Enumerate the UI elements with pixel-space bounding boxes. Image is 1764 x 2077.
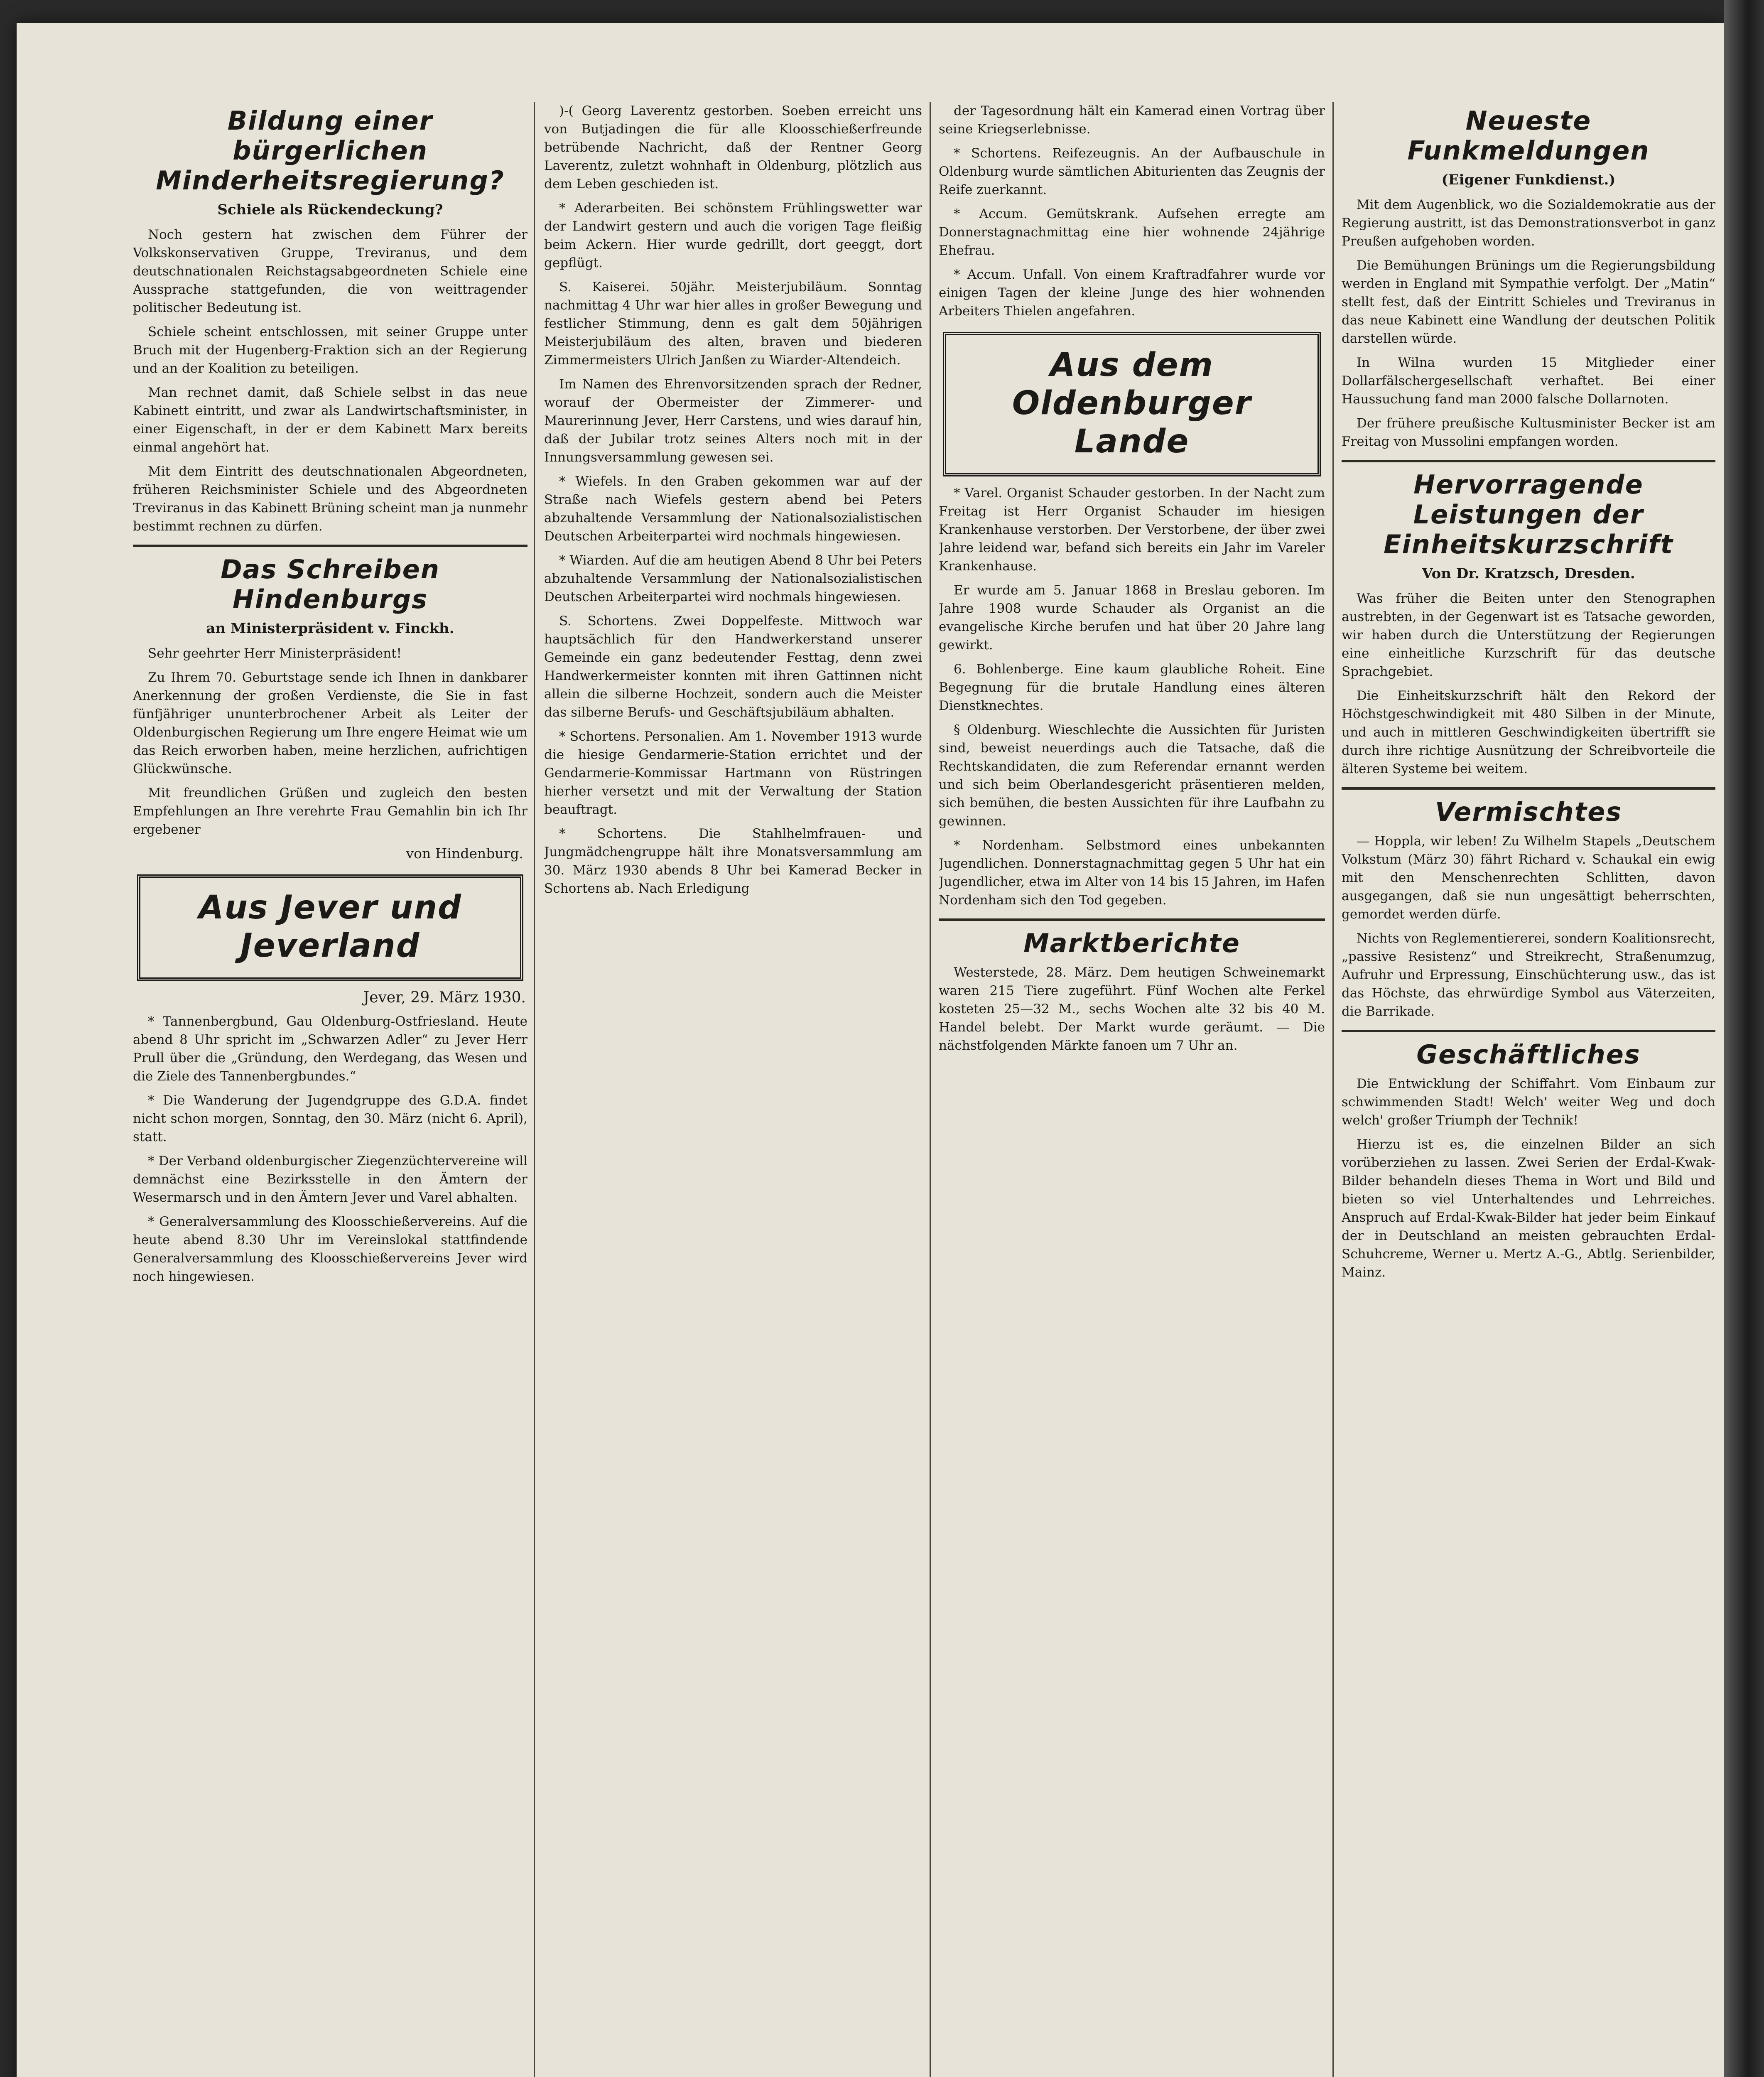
paragraph: * Nordenham. Selbstmord eines unbekannten Jugendlichen. Donnerstagnachmittag gegen 5 Uhr hat ein Jugendlicher, etwa im Alter von 14 bis 15 Jahren, im Hafen Nordenham sich den Tod gegeben. [939,838,1325,908]
paragraph: der Tagesordnung hält ein Kamerad einen Vortrag über seine Kriegserlebnisse. [939,103,1325,137]
paragraph: Was früher die Beiten unter den Stenographen austrebten, in der Gegenwart ist es Tatsache geworden, wir haben durch die Unterstützung der Regierungen eine einheitliche Kurzschrift für das deutsche Sprachgebiet. [1342,591,1715,679]
paragraph: Mit dem Eintritt des deutschnationalen Abgeordneten, früheren Reichsminister Schiele und des Abgeordneten Treviranus in das Kabinett Brüning scheint man ja nunmehr bestimmt rechnen zu dürfen. [133,464,527,534]
paragraph: * Die Wanderung der Jugendgruppe des G.D.A. findet nicht schon morgen, Sonntag, den 30. März (nicht 6. April), statt. [133,1093,527,1144]
section-divider [1342,787,1715,790]
paragraph: 6. Bohlenberge. Eine kaum glaubliche Roheit. Eine Begegnung für die brutale Handlung eines älteren Dienstknechtes. [939,662,1325,713]
paragraph: * Der Verband oldenburgischer Ziegenzüchtervereine will demnächst eine Bezirksstelle in den Ämtern der Wesermarsch und in den Ämtern Jever und Varel abhalten. [133,1154,527,1205]
paragraph: — Hoppla, wir leben! Zu Wilhelm Stapels „Deutschem Volkstum (März 30) fährt Richard v. Schaukal ein ewig mit den Menschenrechten Schlitten, davon ausgegangen, daß sie nun ungesättigt beherrschten, gemordet werden dürfe. [1342,834,1715,922]
paragraph: Nichts von Reglementiererei, sondern Koalitionsrecht, „passive Resistenz“ und Streikrecht, Straßenumzug, Aufruhr und Erpressung, Einschüchterung usw., das ist das Höchste, das ehrwürdige Symbol aus Väterzeiten, die Barrikade. [1342,931,1715,1019]
column-2 [544,102,922,2077]
paragraph: * Generalversammlung des Kloosschießervereins. Auf die heute abend 8.30 Uhr im Vereinslokal stattfindende Generalversammlung des Kloosschießervereins Jever wird noch hingewiesen. [133,1214,527,1284]
paragraph: Hierzu ist es, die einzelnen Bilder an sich vorüberziehen zu lassen. Zwei Serien der Erdal-Kwak-Bilder behandeln dieses Thema in Wort und Bild und bieten so viel Unterhaltendes und Lehrreiches. Anspruch auf Erdal-Kwak-Bilder hat jeder beim Einkauf der in Deutschland an meisten gebrauchten Erdal-Schuhcreme, Werner u. Mertz A.-G., Abtlg. Serienbilder, Mainz. [1342,1137,1715,1280]
column-3 [939,102,1325,2077]
paragraph: * Tannenbergbund, Gau Oldenburg-Ostfriesland. Heute abend 8 Uhr spricht im „Schwarzen Adler“ zu Jever Herr Prull über die „Gründung, den Werdegang, das Wesen und die Ziele des Tannenbergbundes.“ [133,1014,527,1084]
paragraph: Er wurde am 5. Januar 1868 in Breslau geboren. Im Jahre 1908 wurde Schauder als Organist an die evangelische Kirche berufen und hat über 20 Jahre lang gewirkt. [939,583,1325,653]
section-header-box [943,332,1321,476]
paragraph: Man rechnet damit, daß Schiele selbst in das neue Kabinett eintritt, und zwar als Landwirtschaftsminister, in einer Eigenschaft, in der er dem Kabinett Marx bereits einmal angehört hat. [133,385,527,455]
section-header-box [137,874,523,981]
paragraph: Mit dem Augenblick, wo die Sozialdemokratie aus der Regierung austritt, ist das Demonstrationsverbot in ganz Preußen aufgehoben worden. [1342,197,1715,249]
paragraph: § Oldenburg. Wieschlechte die Aussichten für Juristen sind, beweist neuerdings auch die Tatsache, daß die Rechtskandidaten, die zum Referendar ernannt werden und sich beim Oberlandesgericht präsentieren melden, sich bemühen, die besten Aussichten für ihre Laufbahn zu gewinnen. [939,722,1325,829]
article-title: Das Schreiben Hindenburgs [221,554,440,614]
article-subtitle: an Ministerpräsident v. Finckh. [206,620,454,637]
paragraph: * Schortens. Die Stahlhelmfrauen- und Jungmädchengruppe hält ihre Monatsversammlung am 30. März 1930 abends 8 Uhr bei Kamerad Becker in Schortens ab. Nach Erledigung [544,826,922,896]
paragraph: Schiele scheint entschlossen, mit seiner Gruppe unter Bruch mit der Hugenberg-Fraktion sich an der Regierung und an der Koalition zu beteiligen. [133,324,527,376]
paragraph: Im Namen des Ehrenvorsitzenden sprach der Redner, worauf der Obermeister der Zimmerer- und Maurerinnung Jever, Herr Carstens, und wies darauf hin, daß der Jubilar trotz seines Alters noch mit in der Innungsversammlung gewesen sei. [544,377,922,465]
paragraph: Westerstede, 28. März. Dem heutigen Schweinemarkt waren 215 Tiere zugeführt. Fünf Wochen alte Ferkel kosteten 25—32 M., sechs Wochen alte 32 bis 40 M. Handel belebt. Der Markt wurde geräumt. — Die nächstfolgenden Märkte fanoen um 7 Uhr an. [939,965,1325,1053]
paragraph: * Accum. Gemütskrank. Aufsehen erregte am Donnerstagnachmittag eine hier wohnende 24jährige Ehefrau. [939,206,1325,258]
article-subtitle: Schiele als Rückendeckung? [217,201,443,218]
column-rule [534,102,535,2077]
paragraph: * Wiefels. In den Graben gekommen war auf der Straße nach Wiefels gestern abend bei Peters abzuhaltende Versammlung der Nationalsozialistischen Deutschen Arbeiterpartei wird nochmals hingewiesen. [544,474,922,544]
paragraph: * Varel. Organist Schauder gestorben. In der Nacht zum Freitag ist Herr Organist Schauder im hiesigen Krankenhause verstorben. Der Verstorbene, der über zwei Jahre leidend war, befand sich bereits ein Jahr im Vareler Krankenhause. [939,486,1325,574]
paragraph: Die Bemühungen Brünings um die Regierungsbildung werden in England mit Sympathie verfolgt. Der „Matin“ stellt fest, daß der Eintritt Schieles und Treviranus in das neue Kabinett eine Wandlung der deutschen Politik darstellen würde. [1342,258,1715,346]
column-rule [1332,102,1334,2077]
article-title: Bildung einer bürgerlichen Minderheitsregierung? [156,106,505,196]
section-divider [1342,1030,1715,1032]
book-binding-edge [1724,0,1764,2077]
section-divider [133,545,527,547]
column-4 [1342,102,1715,2077]
article-title: Hervorragende Leistungen der Einheitskurzschrift [1384,469,1673,560]
signature: von Hindenburg. [406,845,523,862]
section-title: Aus Jever und Jeverland [199,889,462,965]
paragraph: * Schortens. Reifezeugnis. An der Aufbauschule in Oldenburg wurde sämtlichen Abiturienten das Zeugnis der Reife zuerkannt. [939,146,1325,197]
article-subtitle: Von Dr. Kratzsch, Dresden. [1422,565,1635,582]
paragraph: * Schortens. Personalien. Am 1. November 1913 wurde die hiesige Gendarmerie-Station errichtet und der Gendarmerie-Kommissar Hartmann von Rüstringen hierher versetzt und mit der Verwaltung der Station beauftragt. [544,729,922,817]
paragraph: Zu Ihrem 70. Geburtstage sende ich Ihnen in dankbarer Anerkennung der großen Verdienste, die Sie in fast fünfjähriger ununterbrochener Arbeit als Leiter der Oldenburgischen Regierung um Ihre engere Heimat wie um das Reich erworben haben, meine herzlichen, aufrichtigen Glückwünsche. [133,670,527,776]
article-title: Geschäftliches [1416,1039,1641,1070]
paragraph: Die Entwicklung der Schiffahrt. Vom Einbaum zur schwimmenden Stadt! Welch' weiter Weg und doch welch' großer Triumph der Technik! [1342,1076,1715,1128]
paragraph: S. Kaiserei. 50jähr. Meisterjubiläum. Sonntag nachmittag 4 Uhr war hier alles in großer Bewegung und festlicher Stimmung, denn es galt dem 50jährigen Meisterjubiläum des alten, braven und biederen Zimmermeisters Ulrich Janßen zu Wiarder-Altendeich. [544,280,922,368]
paragraph: * Wiarden. Auf die am heutigen Abend 8 Uhr bei Peters abzuhaltende Versammlung der Nationalsozialistischen Deutschen Arbeiterpartei wird nochmals hingewiesen. [544,553,922,604]
section-title: Marktberichte [1023,928,1240,958]
column-1 [133,102,527,2077]
paragraph: Der frühere preußische Kultusminister Becker ist am Freitag von Mussolini empfangen worden. [1342,416,1715,449]
paragraph: Noch gestern hat zwischen dem Führer der Volkskonservativen Gruppe, Treviranus, und dem deutschnationalen Reichstagsabgeordneten Schiele eine Aussprache stattgefunden, die von weittragender politischer Bedeutung ist. [133,227,527,315]
section-divider [939,918,1325,921]
column-rule [930,102,931,2077]
paragraph: * Aderarbeiten. Bei schönstem Frühlingswetter war der Landwirt gestern und auch die vorigen Tage fleißig beim Ackern. Hier wurde gedrillt, dort geeggt, dort gepflügt. [544,201,922,270]
paragraph: In Wilna wurden 15 Mitglieder einer Dollarfälschergesellschaft verhaftet. Bei einer Haussuchung fand man 2000 falsche Dollarnoten. [1342,355,1715,407]
paragraph: Sehr geehrter Herr Ministerpräsident! [148,646,402,661]
paragraph: )-( Georg Laverentz gestorben. Soeben erreicht uns von Butjadingen die für alle Kloosschießerfreunde betrübende Nachricht, daß der Rentner Georg Laverentz, zuletzt wohnhaft in Oldenburg, plötzlich aus dem Leben geschieden ist. [544,103,922,191]
section-title: Aus dem Oldenburger Lande [1012,346,1252,460]
paragraph: * Accum. Unfall. Von einem Kraftradfahrer wurde vor einigen Tagen der kleine Junge des hier wohnenden Arbeiters Thielen angefahren. [939,267,1325,319]
dateline: Jever, 29. März 1930. [363,989,526,1006]
paragraph: S. Schortens. Zwei Doppelfeste. Mittwoch war hauptsächlich für den Handwerkerstand unserer Gemeinde ein ganz bedeutender Festtag, denn zwei Handwerkermeister konnten mit ihren Gattinnen nicht allein die silberne Hochzeit, sondern auch die Meister das silberne Berufs- und Geschäftsjubiläum abhalten. [544,614,922,720]
section-divider [1342,460,1715,462]
paragraph: Die Einheitskurzschrift hält den Rekord der Höchstgeschwindigkeit mit 480 Silben in der Minute, und auch in mittleren Geschwindigkeiten übertrifft sie durch ihre richtige Ausnützung der Schreibvorteile die älteren Systeme bei weitem. [1342,688,1715,776]
paragraph: Mit freundlichen Grüßen und zugleich den besten Empfehlungen an Ihre verehrte Frau Gemahlin bin ich Ihr ergebener [133,786,527,837]
article-subtitle: (Eigener Funkdienst.) [1441,172,1616,188]
article-title: Neueste Funkmeldungen [1407,106,1650,166]
newspaper-page [17,23,1724,2077]
article-title: Vermischtes [1435,797,1622,827]
